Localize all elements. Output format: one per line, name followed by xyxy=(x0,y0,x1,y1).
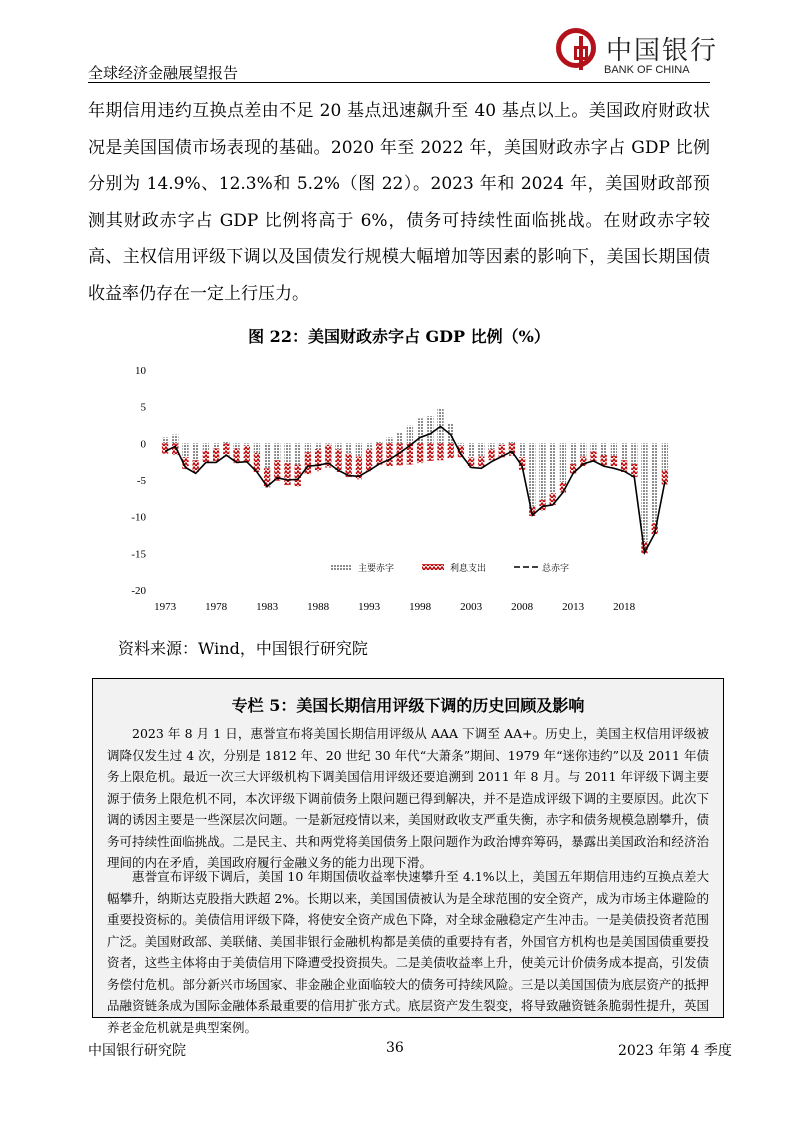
report-title: 全球经济金融展望报告 xyxy=(88,64,239,82)
footer-quarter: 2023 年第 4 季度 xyxy=(618,1043,732,1059)
bar-primary-deficit xyxy=(397,433,403,443)
bar-primary-deficit xyxy=(325,443,331,444)
legend-interest-expense: 利息支出 xyxy=(450,563,487,573)
bar-primary-deficit xyxy=(662,443,668,470)
legend-total-deficit: 总赤字 xyxy=(542,563,570,573)
bar-primary-deficit xyxy=(550,443,556,493)
bar-primary-deficit xyxy=(478,443,484,456)
logo-emblem-icon xyxy=(556,28,596,68)
bar-interest-expense xyxy=(427,443,433,461)
footer-institute: 中国银行研究院 xyxy=(88,1043,186,1059)
column-paragraph-1: 2023 年 8 月 1 日，惠誉宣布将美国长期信用评级从 AAA 下调至 AA+。历史上，美国主权信用评级被调降仅发生过 4 次，分别是 1812 年、20 世纪 30 年代“大萧条”期间、1979 年“迷你违约”以及 2011 年债务上限危机。最近一次三大评级机构下调美国信用评级还要追溯到 2011 年 8 月。与 2011 年评级下调主要源于债务上限危机不同，本次评级下调前债务上限问题已得到解决，并不是造成评级下调的主要原因。此次下调的诱因主要是一些深层次问题。一是新冠疫情以来，美国财政收支严重失衡，赤字和债务规模急剧攀升，债务可持续性面临挑战。二是民主、共和两党将美国债务上限问题作为政治博弈筹码，暴露出美国政治和经济治理间的内在矛盾，美国政府履行金融义务的能力出现下滑。 xyxy=(107,726,709,870)
bar-primary-deficit xyxy=(529,443,535,506)
bar-interest-expense xyxy=(162,443,168,453)
figure-title: 图 22：美国财政赤字占 GDP 比例（%） xyxy=(248,327,550,346)
bar-primary-deficit xyxy=(631,443,637,464)
bar-primary-deficit xyxy=(590,443,596,451)
bar-interest-expense xyxy=(478,457,484,467)
bank-of-china-logo xyxy=(556,28,719,82)
bar-interest-expense xyxy=(244,446,250,463)
bar-interest-expense xyxy=(417,443,423,463)
legend-primary-deficit-swatch xyxy=(330,564,352,570)
y-tick-label: 0 xyxy=(140,438,146,451)
bar-primary-deficit xyxy=(295,443,301,464)
bar-primary-deficit xyxy=(346,443,352,453)
bar-primary-deficit xyxy=(213,443,219,448)
bar-interest-expense xyxy=(376,443,382,464)
bar-primary-deficit xyxy=(468,443,474,457)
deficit-chart xyxy=(100,358,700,620)
bar-interest-expense xyxy=(611,456,617,466)
bar-primary-deficit xyxy=(611,443,617,455)
bar-interest-expense xyxy=(590,451,596,461)
bar-interest-expense xyxy=(315,449,321,471)
bar-interest-expense xyxy=(468,457,474,467)
bar-primary-deficit xyxy=(264,443,270,468)
y-tick-label: -5 xyxy=(136,475,146,487)
bar-interest-expense xyxy=(488,449,494,460)
bar-interest-expense xyxy=(386,443,392,466)
bar-primary-deficit xyxy=(427,416,433,443)
x-tick-label: 1988 xyxy=(307,601,330,613)
bar-primary-deficit xyxy=(182,443,188,457)
logo-chinese-name: 中国银行 xyxy=(606,36,719,66)
bar-primary-deficit xyxy=(274,443,280,460)
x-tick-label: 2018 xyxy=(613,601,636,613)
bar-primary-deficit xyxy=(509,441,515,443)
bar-primary-deficit xyxy=(539,443,545,499)
bar-interest-expense xyxy=(448,443,454,458)
bar-primary-deficit xyxy=(499,443,505,444)
bar-interest-expense xyxy=(203,451,209,463)
bar-primary-deficit xyxy=(366,443,372,449)
x-tick-label: 1998 xyxy=(409,601,432,613)
y-tick-label: -20 xyxy=(131,585,146,597)
bar-primary-deficit xyxy=(621,443,627,460)
header-divider xyxy=(88,82,710,83)
x-tick-label: 1993 xyxy=(358,601,381,613)
bar-interest-expense xyxy=(284,463,290,485)
bar-primary-deficit xyxy=(203,443,209,450)
bar-primary-deficit xyxy=(335,443,341,449)
x-tick-label: 1978 xyxy=(205,601,228,613)
bar-primary-deficit xyxy=(254,443,260,453)
y-tick-label: 10 xyxy=(135,365,146,377)
page-number: 36 xyxy=(386,1040,404,1056)
bar-primary-deficit xyxy=(244,443,250,445)
bar-primary-deficit xyxy=(652,443,658,523)
column-paragraph-2: 惠誉宣布评级下调后，美国 10 年期国债收益率快速攀升至 4.1%以上，美国五年期信用违约互换点差大幅攀升，纳斯达克股指大跌超 2%。长期以来，美国国债被认为是全球范围的安全资产，成为市场主体避险的重要投资标的。美债信用评级下降，将使安全资产成色下降，对全球金融稳定产生冲击。一是美债投资者范围广泛。美国财政部、美联储、美国非银行金融机构都是美债的重要持有者，外国官方机构也是美国国债重要投资者，这些主体将由于美债信用下降遭受投资损失。二是美债收益率上升，使美元计价债务成本提高，引发债务偿付危机。部分新兴市场国家、非金融企业面临较大的债务可持续风险。三是以美国国债为底层资产的抵押品融资链条成为国际金融体系最重要的信用扩张方式。底层资产发生裂变，将导致融资链条脆弱性提升，英国养老金危机就是典型案例。 xyxy=(107,869,709,1035)
x-tick-label: 2013 xyxy=(562,601,585,613)
bar-primary-deficit xyxy=(315,443,321,449)
bar-interest-expense xyxy=(366,449,372,471)
bar-primary-deficit xyxy=(284,443,290,463)
legend-interest-expense-swatch xyxy=(422,564,444,570)
bar-primary-deficit xyxy=(488,443,494,449)
bar-primary-deficit xyxy=(580,443,586,456)
bar-primary-deficit xyxy=(172,435,178,444)
legend-primary-deficit: 主要赤字 xyxy=(358,563,395,573)
column-box xyxy=(92,678,724,1035)
bar-primary-deficit xyxy=(570,443,576,464)
bar-primary-deficit xyxy=(601,443,607,455)
bar-interest-expense xyxy=(213,448,219,460)
bar-primary-deficit xyxy=(193,443,199,460)
bar-primary-deficit xyxy=(560,443,566,482)
bar-primary-deficit xyxy=(386,437,392,443)
body-paragraph: 年期信用违约互换点差由不足 20 基点迅速飙升至 40 基点以上。美国政府财政状况是美国国债市场表现的基础。2020 年至 2022 年，美国财政赤字占 GDP 比例分别为 14.9%、12.3%和 5.2%（图 22）。2023 年和 2024 年，美国财政部预测其财政赤字占 GDP 比例将高于 6%，债务可持续性面临挑战。在财政赤字较高、主权信用评级下调以及国债发行规模大幅增加等因素的影响下，美国长期国债收益率仍存在一定上行压力。 xyxy=(88,101,710,304)
bar-primary-deficit xyxy=(458,443,464,445)
figure-source: 资料来源：Wind，中国银行研究院 xyxy=(118,639,368,658)
x-tick-label: 1983 xyxy=(256,601,279,613)
bar-interest-expense xyxy=(601,455,607,465)
bar-interest-expense xyxy=(437,443,443,460)
bar-primary-deficit xyxy=(519,443,525,457)
column-title: 专栏 5：美国长期信用评级下调的历史回顾及影响 xyxy=(231,696,585,715)
y-tick-label: -10 xyxy=(131,511,146,524)
bar-primary-deficit xyxy=(376,442,382,443)
logo-english-name: BANK OF CHINA xyxy=(604,64,690,76)
x-tick-label: 1973 xyxy=(154,601,177,613)
bar-interest-expense xyxy=(346,454,352,477)
bar-primary-deficit xyxy=(356,443,362,456)
x-tick-label: 2008 xyxy=(511,601,534,613)
bar-primary-deficit xyxy=(641,443,647,541)
y-tick-label: -15 xyxy=(131,548,146,561)
bar-primary-deficit xyxy=(305,443,311,452)
line-total-deficit xyxy=(165,427,665,553)
bar-primary-deficit xyxy=(233,443,239,448)
x-tick-label: 2003 xyxy=(460,601,483,613)
bar-interest-expense xyxy=(305,452,311,474)
bar-primary-deficit xyxy=(223,441,229,443)
bar-primary-deficit xyxy=(162,437,168,443)
y-tick-label: 5 xyxy=(140,401,146,414)
bar-primary-deficit xyxy=(407,426,413,444)
